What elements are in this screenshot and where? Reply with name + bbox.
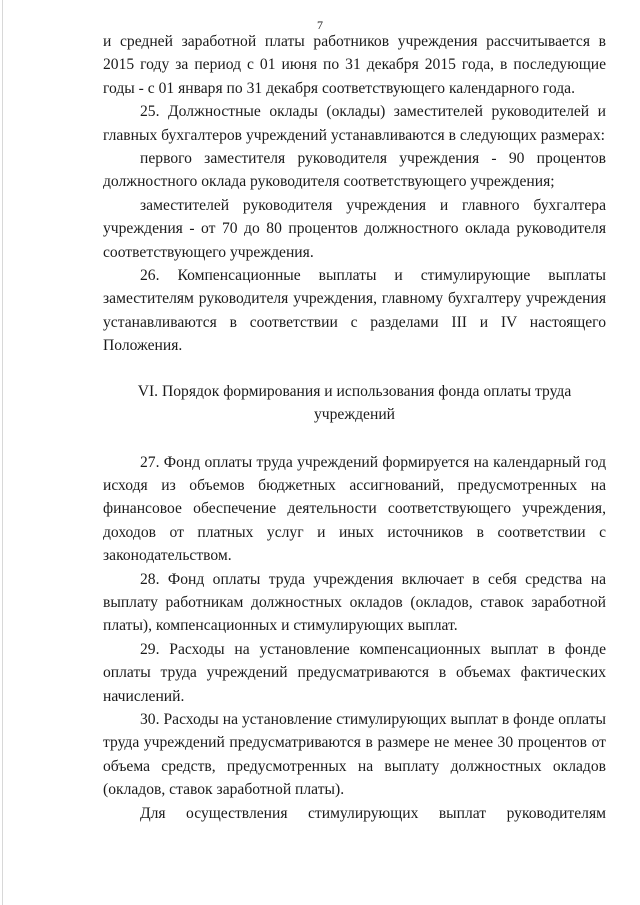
paragraph-25-deputies: заместителей руководителя учреждения и главного бухгалтера учреждения - от 70 до 80 процентов должностного оклада руководителя соответствующего учреждения.	[103, 196, 606, 261]
paragraph-26: 26. Компенсационные выплаты и стимулирующие выплаты заместителям руководителя учреждения, главному бухгалтеру учреждения устанавливаются в соответствии с разделами III и IV настоящего Положения.	[103, 267, 606, 355]
paragraph-29: 29. Расходы на установление компенсационных выплат в фонде оплаты труда учреждений предусматриваются в объемах фактических начислений.	[103, 640, 606, 705]
page-number: 7	[317, 18, 323, 32]
paragraph-28: 28. Фонд оплаты труда учреждения включает в себя средства на выплату работникам должностных окладов (окладов, ставок заработной платы), компенсационных и стимулирующих выплат.	[103, 570, 606, 635]
paragraph-30: 30. Расходы на установление стимулирующих выплат в фонде оплаты труда учреждений предусматриваются в размере не менее 30 процентов от объема средств, предусмотренных на выплату должностных окладов (окладов, ставок заработной платы).	[103, 710, 606, 799]
paragraph-27: 27. Фонд оплаты труда учреждений формируется на календарный год исходя из объемов бюджетных ассигнований, предусмотренных на финансовое обеспечение деятельности соответствующего учреждения, доходов от платных услуг и иных источников в соответствии с законодательством.	[103, 453, 606, 565]
paragraph-30-continuation: Для осуществления стимулирующих выплат руководителям	[140, 804, 606, 822]
paragraph-25-first-deputy: первого заместителя руководителя учреждения - 90 процентов должностного оклада руководителя соответствующего учреждения;	[103, 150, 606, 191]
section-heading-line-2: учреждений	[313, 406, 396, 424]
paragraph-25: 25. Должностные оклады (оклады) заместителей руководителей и главных бухгалтеров учреждений устанавливаются в следующих размерах:	[103, 103, 606, 144]
section-heading	[103, 380, 606, 427]
section-heading-line-1: VI. Порядок формирования и использования фонда оплаты труда	[137, 382, 572, 400]
document-body	[103, 30, 606, 825]
page-edge-line	[2, 0, 3, 905]
paragraph-continuation: и средней заработной платы работников учреждения рассчитывается в 2015 году за период с 01 июня по 31 декабря 2015 года, в последующие годы - с 01 января по 31 декабря соответствующего календарного года.	[103, 33, 606, 97]
